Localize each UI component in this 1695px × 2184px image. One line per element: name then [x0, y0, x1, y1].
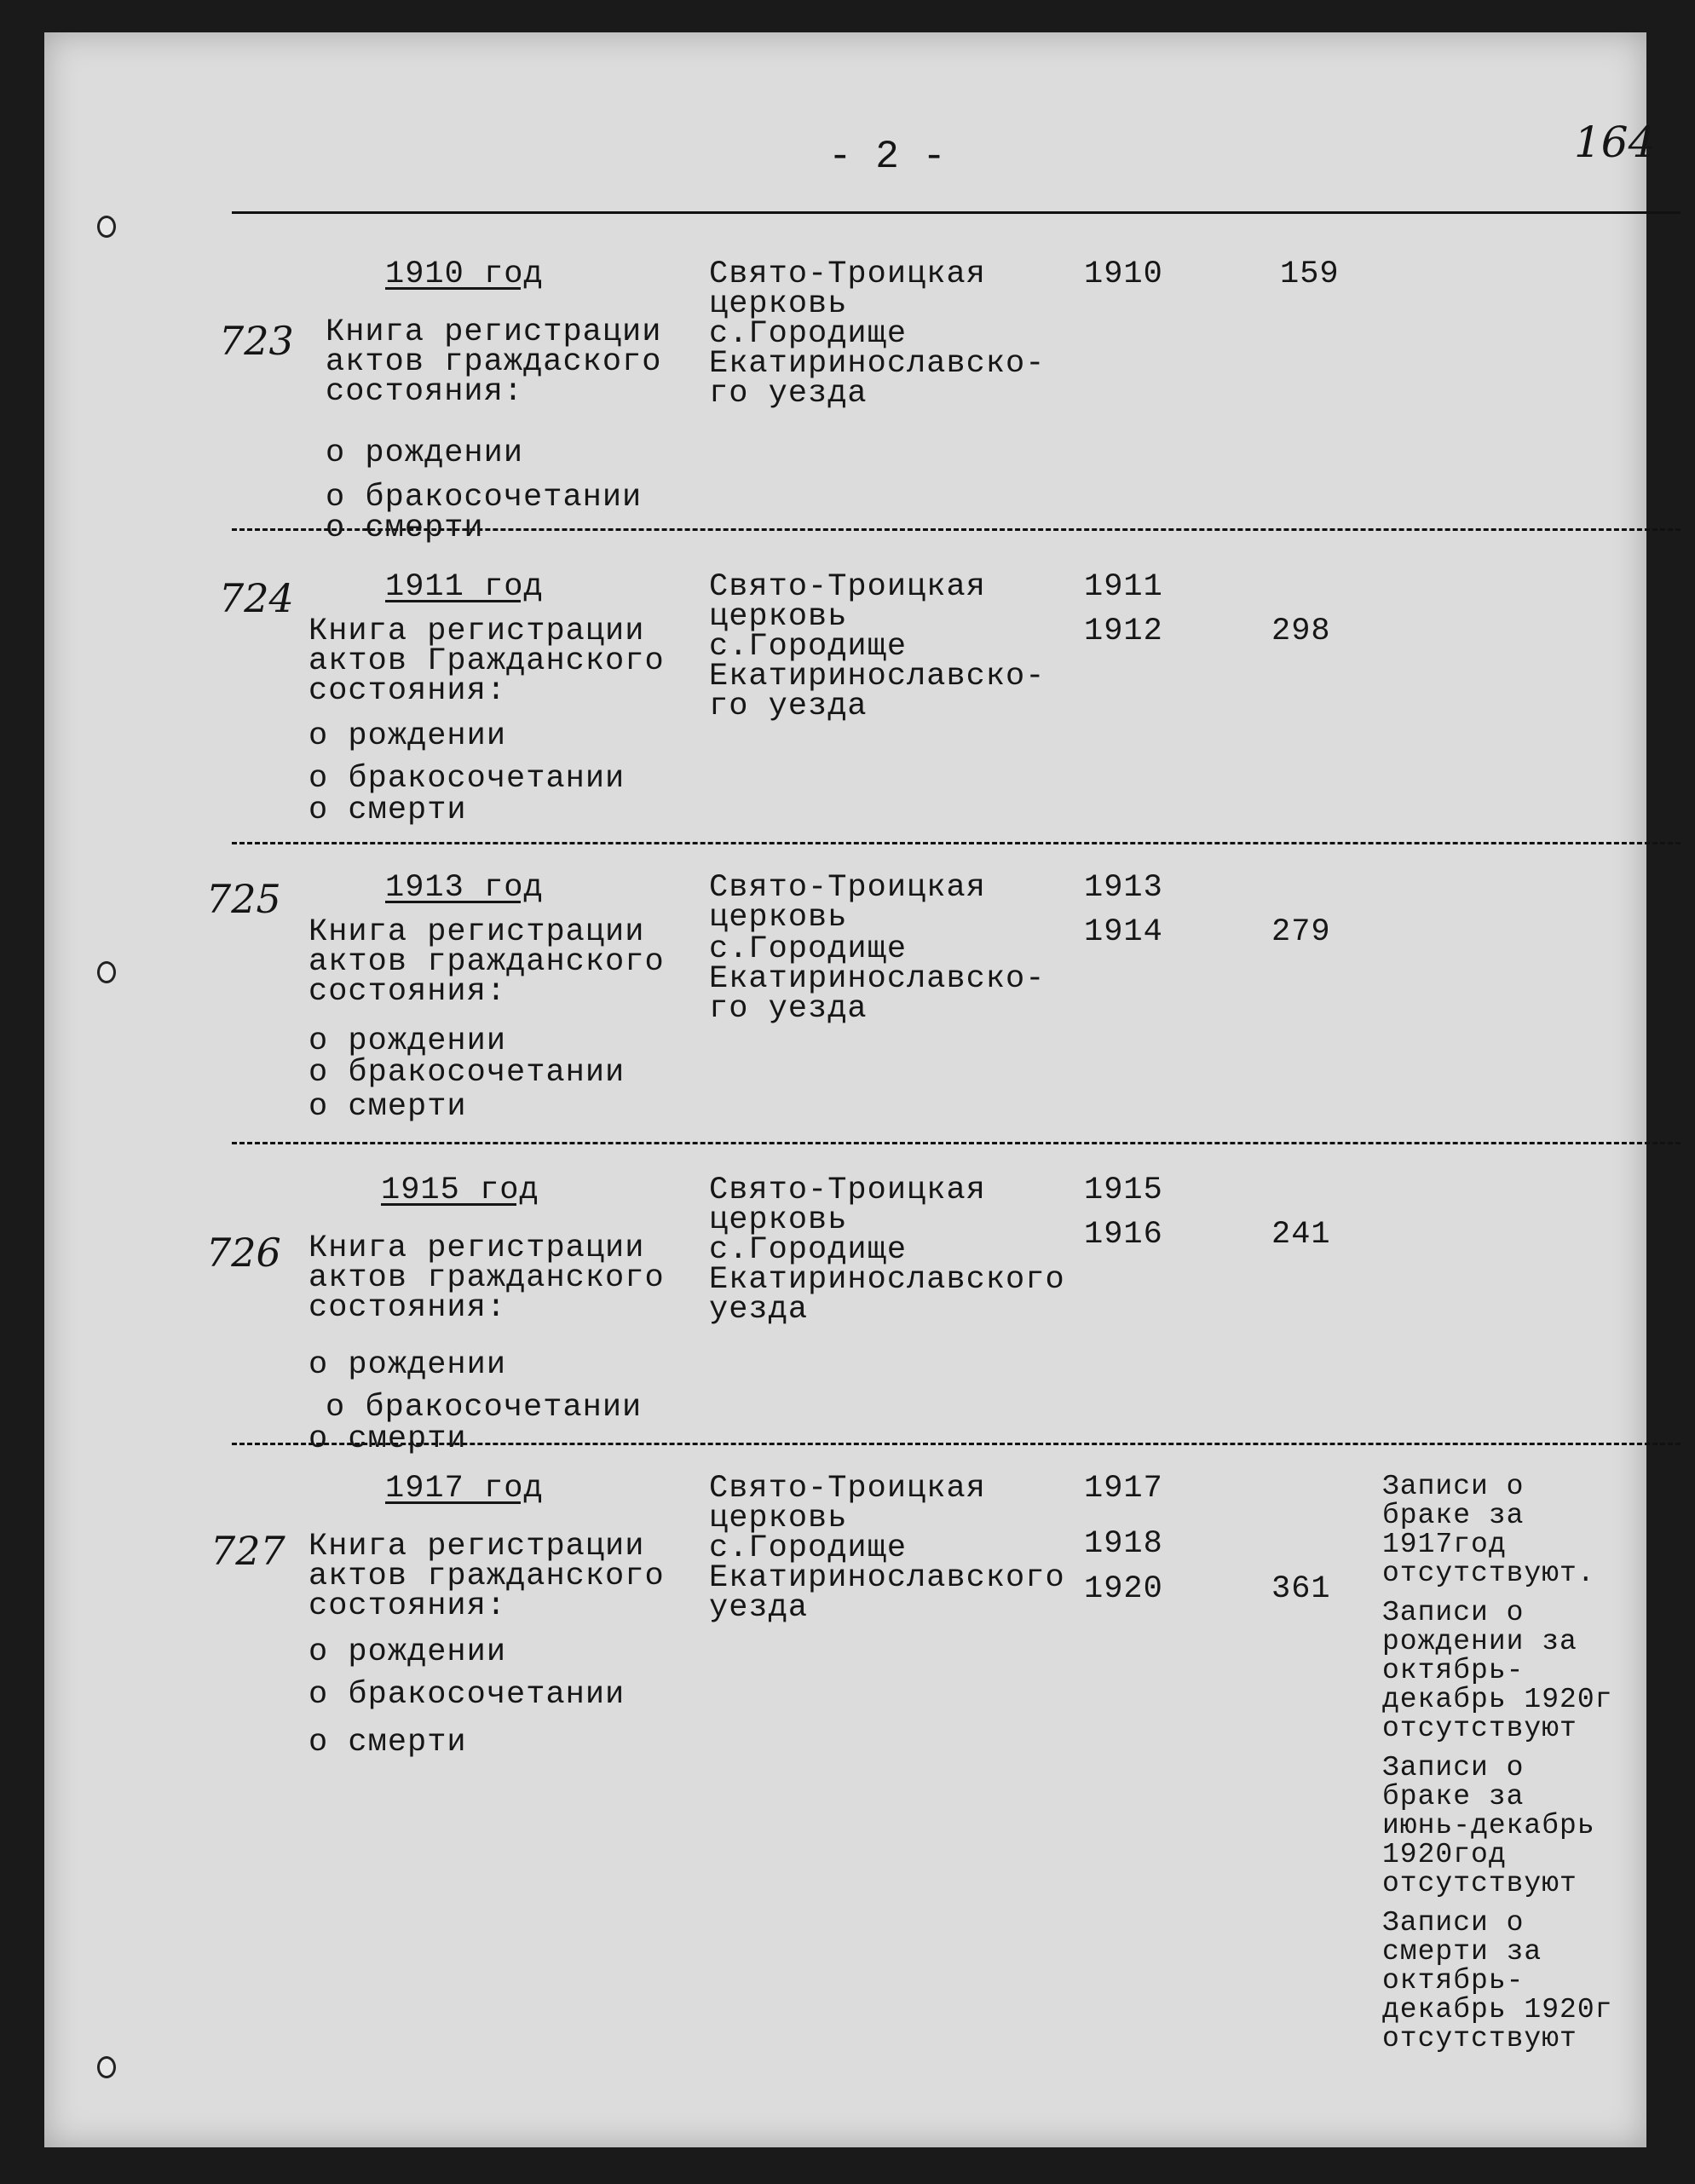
church-line: с.Городище: [709, 1530, 908, 1566]
record-type: о рождении: [308, 718, 507, 754]
record-type: о бракосочетании: [326, 480, 643, 516]
page-number: - 2 -: [828, 135, 947, 179]
church-line: Екатиринославско-: [709, 346, 1046, 382]
church-line: церковь: [709, 900, 848, 936]
book-line: Книга регистрации: [326, 314, 662, 350]
church-line: Екатиринославского: [709, 1560, 1065, 1596]
book-line: Книга регистрации: [308, 1529, 645, 1565]
date-year: 1913: [1084, 870, 1163, 906]
document-page: [44, 32, 1656, 2147]
record-type: о бракосочетании: [308, 1055, 626, 1091]
church-line: Свято-Троицкая: [709, 569, 986, 605]
record-type: о смерти: [308, 1089, 467, 1125]
record-type: о рождении: [308, 1023, 507, 1059]
book-line: Книга регистрации: [308, 914, 645, 950]
date-year: 1916: [1084, 1217, 1163, 1253]
sheet-count: 159: [1280, 256, 1340, 292]
sheet-count: 241: [1271, 1217, 1331, 1253]
book-line: состояния:: [308, 1588, 507, 1624]
sheet-count: 298: [1271, 614, 1331, 649]
date-year: 1917: [1084, 1471, 1163, 1507]
record-type: о смерти: [308, 1421, 467, 1457]
church-line: с.Городище: [709, 1232, 908, 1268]
remarks-column: [1382, 1472, 1625, 2064]
date-year: 1920: [1084, 1571, 1163, 1607]
entry-number: 727: [210, 1528, 285, 1574]
record-type: о бракосочетании: [308, 761, 626, 797]
date-year: 1914: [1084, 914, 1163, 950]
punch-hole: [97, 2056, 116, 2078]
church-line: с.Городище: [709, 629, 908, 665]
date-year: 1915: [1084, 1173, 1163, 1208]
entry-title: 1910 год: [385, 256, 544, 292]
entry-title: 1917 год: [385, 1471, 544, 1507]
church-line: Свято-Троицкая: [709, 256, 986, 292]
church-line: церковь: [709, 286, 848, 322]
entry-number: 723: [219, 318, 294, 364]
book-line: состояния:: [308, 673, 507, 709]
record-type: о смерти: [308, 792, 467, 828]
archive-sheet-number: 164: [1574, 118, 1656, 167]
book-line: актов гражданского: [308, 1260, 665, 1296]
church-line: Свято-Троицкая: [709, 870, 986, 906]
sheet-count: 361: [1271, 1571, 1331, 1607]
date-year: 1911: [1084, 569, 1163, 605]
book-line: актов гражданского: [308, 1559, 665, 1594]
church-line: уезда: [709, 1292, 809, 1328]
church-line: церковь: [709, 1202, 848, 1238]
remark: Записи о браке за июнь-декабрь 1920год отсутствуют: [1382, 1752, 1595, 1899]
church-line: уезда: [709, 1590, 809, 1626]
book-line: состояния:: [326, 374, 524, 410]
church-line: церковь: [709, 1501, 848, 1536]
church-line: Екатиринославского: [709, 1262, 1065, 1298]
church-line: го уезда: [709, 991, 868, 1027]
church-line: го уезда: [709, 376, 868, 412]
record-type: о бракосочетании: [308, 1677, 626, 1713]
record-type: о рождении: [308, 1634, 507, 1670]
record-type: о смерти: [308, 1725, 467, 1760]
entry-number: 726: [206, 1230, 281, 1276]
record-type: о рождении: [326, 435, 524, 471]
entry-title: 1913 год: [385, 870, 544, 906]
church-line: церковь: [709, 599, 848, 635]
record-type: о бракосочетании: [326, 1390, 643, 1426]
book-line: Книга регистрации: [308, 614, 645, 649]
date-year: 1910: [1084, 256, 1163, 292]
remark: Записи о смерти за октябрь-декабрь 1920г отсутствуют: [1382, 1907, 1613, 2054]
church-line: с.Городище: [709, 316, 908, 352]
book-line: Книга регистрации: [308, 1230, 645, 1266]
entry-title: 1915 год: [381, 1173, 539, 1208]
row-divider: [232, 842, 1681, 844]
entry-number: 724: [219, 575, 294, 621]
row-divider: [232, 1142, 1681, 1144]
church-line: Екатиринославско-: [709, 961, 1046, 997]
punch-hole: [97, 216, 116, 238]
church-line: го уезда: [709, 689, 868, 724]
punch-hole: [97, 961, 116, 983]
church-line: с.Городище: [709, 931, 908, 967]
sheet-count: 279: [1271, 914, 1331, 950]
book-line: актов граждаского: [326, 344, 662, 380]
remark: Записи о браке за 1917год отсутствуют.: [1382, 1471, 1595, 1589]
header-rule: [232, 211, 1681, 214]
record-type: о смерти: [326, 510, 484, 546]
entry-number: 725: [206, 876, 281, 922]
book-line: состояния:: [308, 974, 507, 1010]
date-year: 1918: [1084, 1526, 1163, 1562]
church-line: Свято-Троицкая: [709, 1173, 986, 1208]
book-line: актов гражданского: [308, 944, 665, 980]
record-type: о рождении: [308, 1347, 507, 1383]
remark: Записи о рождении за октябрь-декабрь 1920г отсутствуют: [1382, 1597, 1613, 1744]
book-line: актов Гражданского: [308, 643, 665, 679]
entry-title: 1911 год: [385, 569, 544, 605]
book-line: состояния:: [308, 1290, 507, 1326]
date-year: 1912: [1084, 614, 1163, 649]
church-line: Свято-Троицкая: [709, 1471, 986, 1507]
church-line: Екатиринославско-: [709, 659, 1046, 694]
